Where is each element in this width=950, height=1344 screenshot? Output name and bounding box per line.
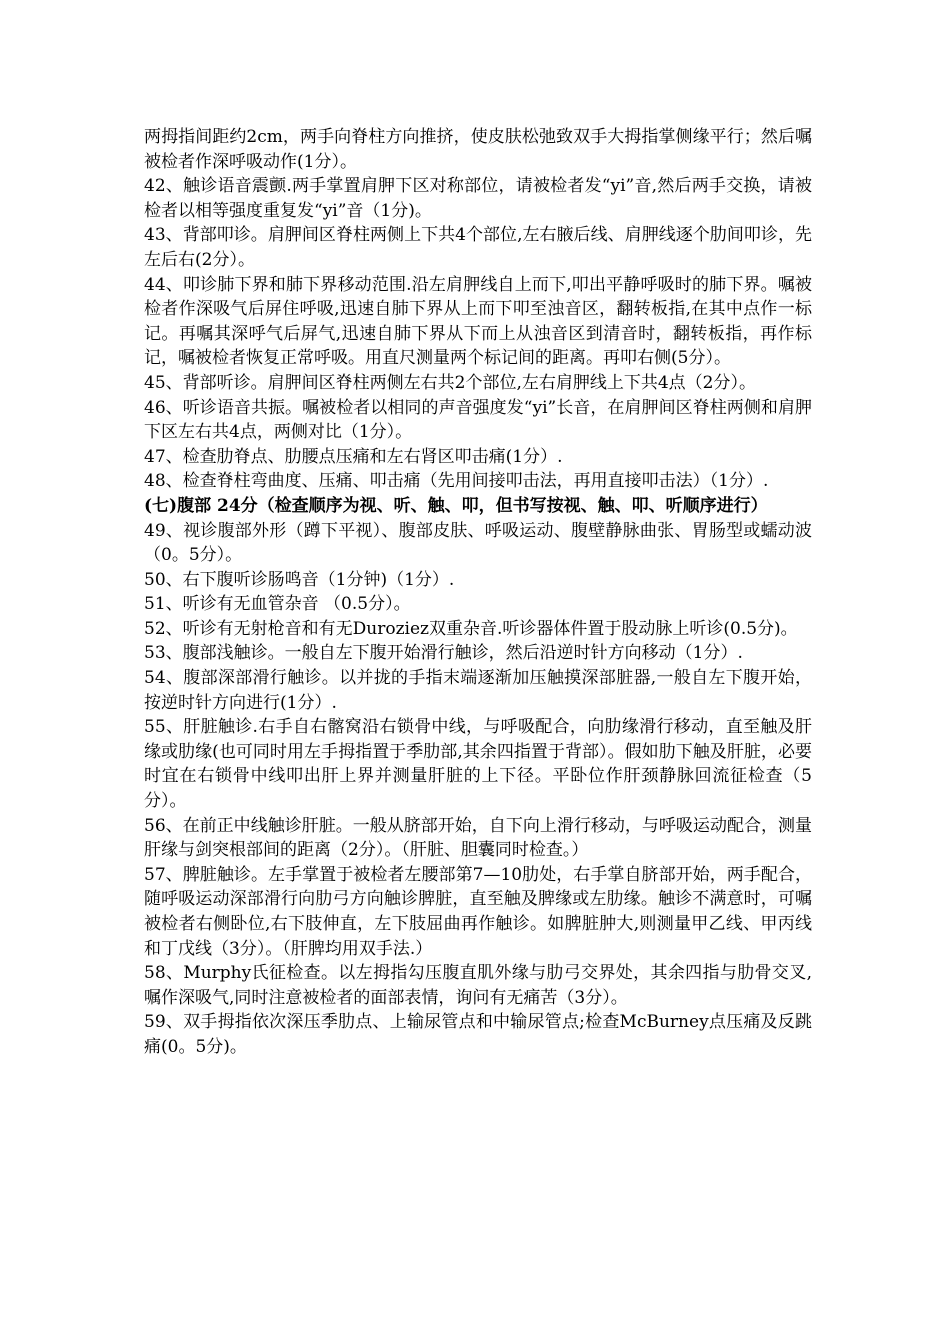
- paragraph: 42、触诊语音震颤.两手掌置肩胛下区对称部位，请被检者发“yi”音,然后两手交换，请被检者以相等强度重复发“yi”音（1分)。: [144, 176, 812, 221]
- paragraph: 47、检查肋脊点、肋腰点压痛和左右肾区叩击痛(1分）.: [144, 446, 563, 467]
- paragraph: 56、在前正中线触诊肝脏。一般从脐部开始，自下向上滑行移动，与呼吸运动配合，测量肝缘与剑突根部间的距离（2分）。（肝脏、胆囊同时检查。）: [144, 815, 812, 861]
- document-page: [144, 125, 812, 1060]
- paragraph: 51、听诊有无血管杂音 （0.5分）。: [144, 594, 411, 615]
- paragraph: 55、肝脏触诊.右手自右髂窝沿右锁骨中线，与呼吸配合，向肋缘滑行移动，直至触及肝缘或肋缘(也可同时用左手拇指置于季肋部,其余四指置于背部）。假如肋下触及肝脏，必要时宜在右锁骨中线叩出肝上界并测量肝脏的上下径。平卧位作肝颈静脉回流征检查（5分）。: [144, 717, 812, 812]
- paragraph: 44、叩诊肺下界和肺下界移动范围.沿左肩胛线自上而下,叩出平静呼吸时的肺下界。嘱被检者作深吸气后屏住呼吸,迅速自肺下界从上而下叩至浊音区，翻转板指,在其中点作一标记。再嘱其深呼气后屏气,迅速自肺下界从下而上从浊音区到清音时，翻转板指，再作标记，嘱被检者恢复正常呼吸。用直尺测量两个标记间的距离。再叩右侧(5分）。: [144, 274, 812, 369]
- paragraph: 57、脾脏触诊。左手掌置于被检者左腰部第7—10肋处，右手掌自脐部开始，两手配合，随呼吸运动深部滑行向肋弓方向触诊脾脏，直至触及脾缘或左肋缘。触诊不满意时，可嘱被检者右侧卧位,右下肢伸直，左下肢屈曲再作触诊。如脾脏肿大,则测量甲乙线、甲丙线和丁戊线（3分）。（肝脾均用双手法.）: [144, 864, 812, 959]
- paragraph: 43、背部叩诊。肩胛间区脊柱两侧上下共4个部位,左右腋后线、肩胛线逐个肋间叩诊，先左后右(2分）。: [144, 225, 812, 270]
- paragraph: 52、听诊有无射枪音和有无Duroziez双重杂音.听诊器体件置于股动脉上听诊(0.5分)。: [144, 618, 798, 639]
- paragraph: 59、双手拇指依次深压季肋点、上输尿管点和中输尿管点;检查McBurney点压痛及反跳痛(0。5分)。: [144, 1012, 812, 1057]
- paragraph: 54、腹部深部滑行触诊。以并拢的手指末端逐渐加压触摸深部脏器,一般自左下腹开始，按逆时针方向进行(1分）.: [144, 668, 812, 713]
- paragraph: 58、Murphy氏征检查。以左拇指勾压腹直肌外缘与肋弓交界处，其余四指与肋骨交叉,嘱作深吸气,同时注意被检者的面部表情，询问有无痛苦（3分）。: [144, 963, 812, 1008]
- section-heading: (七)腹部 24分（检查顺序为视、听、触、叩，但书写按视、触、叩、听顺序进行）: [144, 495, 768, 516]
- paragraph: 两拇指间距约2cm，两手向脊柱方向推挤，使皮肤松弛致双手大拇指掌侧缘平行；然后嘱被检者作深呼吸动作(1分）。: [144, 127, 812, 172]
- paragraph: 53、腹部浅触诊。一般自左下腹开始滑行触诊，然后沿逆时针方向移动（1分）.: [144, 643, 743, 664]
- paragraph: 48、检查脊柱弯曲度、压痛、叩击痛（先用间接叩击法，再用直接叩击法）（1分）.: [144, 471, 769, 492]
- paragraph: 50、右下腹听诊肠鸣音（1分钟)（1分）.: [144, 569, 455, 590]
- paragraph: 49、视诊腹部外形（蹲下平视）、腹部皮肤、呼吸运动、腹壁静脉曲张、胃肠型或蠕动波（0。5分）。: [144, 520, 812, 566]
- paragraph: 46、听诊语音共振。嘱被检者以相同的声音强度发“yi”长音，在肩胛间区脊柱两侧和肩胛下区左右共4点，两侧对比（1分）。: [144, 397, 812, 443]
- paragraph: 45、背部听诊。肩胛间区脊柱两侧左右共2个部位,左右肩胛线上下共4点（2分）。: [144, 372, 756, 393]
